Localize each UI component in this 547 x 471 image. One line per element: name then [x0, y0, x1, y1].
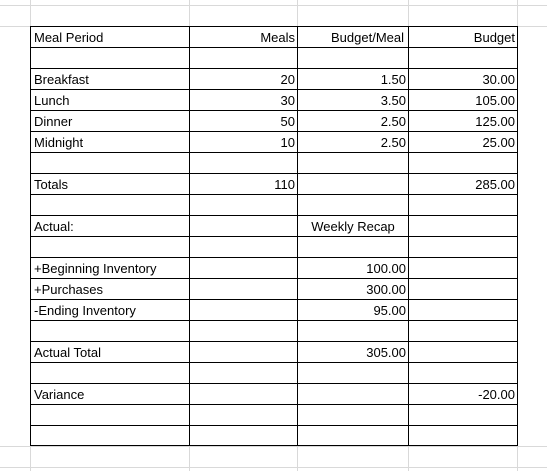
- budget-per-meal-cell[interactable]: 1.50: [380, 72, 406, 87]
- budget-per-meal-cell[interactable]: 2.50: [380, 135, 406, 150]
- inventory-row: [31, 300, 517, 321]
- totals-row: [31, 174, 517, 195]
- variance-row: [31, 384, 517, 405]
- header-row: [31, 27, 517, 48]
- inventory-row: [31, 279, 517, 300]
- actual-label[interactable]: Actual:: [34, 219, 74, 234]
- meals-cell[interactable]: 30: [280, 93, 295, 108]
- header-budget-per-meal[interactable]: Budget/Meal: [331, 30, 404, 45]
- header-meal-period[interactable]: Meal Period: [34, 30, 104, 45]
- meal-period-cell[interactable]: Lunch: [34, 93, 70, 108]
- actual-total-label[interactable]: Actual Total: [34, 345, 101, 360]
- inventory-value[interactable]: 300.00: [366, 282, 406, 297]
- variance-value[interactable]: -20.00: [478, 387, 515, 402]
- totals-label[interactable]: Totals: [34, 177, 68, 192]
- meal-period-cell[interactable]: Breakfast: [34, 72, 89, 87]
- totals-budget-cell[interactable]: 285.00: [475, 177, 515, 192]
- header-meals[interactable]: Meals: [260, 30, 295, 45]
- inventory-label[interactable]: +Purchases: [34, 282, 104, 297]
- table-row: [31, 132, 517, 153]
- meal-period-cell[interactable]: Midnight: [34, 135, 84, 150]
- budget-per-meal-cell[interactable]: 3.50: [380, 93, 406, 108]
- inventory-label[interactable]: -Ending Inventory: [34, 303, 136, 318]
- totals-meals-cell[interactable]: 110: [274, 177, 295, 192]
- budget-cell[interactable]: 125.00: [475, 114, 515, 129]
- meals-cell[interactable]: 10: [280, 135, 295, 150]
- actual-total-row: [31, 342, 517, 363]
- table-row: [31, 111, 517, 132]
- inventory-label[interactable]: +Beginning Inventory: [34, 261, 157, 276]
- inventory-value[interactable]: 100.00: [366, 261, 406, 276]
- budget-cell[interactable]: 105.00: [475, 93, 515, 108]
- table-row: [31, 90, 517, 111]
- variance-label[interactable]: Variance: [34, 387, 85, 402]
- inventory-value[interactable]: 95.00: [373, 303, 406, 318]
- budget-table: [30, 26, 518, 446]
- actual-total-value[interactable]: 305.00: [366, 345, 406, 360]
- weekly-recap-label[interactable]: Weekly Recap: [311, 219, 395, 234]
- actual-row: [31, 216, 517, 237]
- meal-period-cell[interactable]: Dinner: [34, 114, 73, 129]
- header-budget[interactable]: Budget: [473, 30, 515, 45]
- table-row: [31, 69, 517, 90]
- budget-cell[interactable]: 25.00: [482, 135, 515, 150]
- budget-cell[interactable]: 30.00: [482, 72, 515, 87]
- inventory-row: [31, 258, 517, 279]
- meals-cell[interactable]: 50: [280, 114, 295, 129]
- budget-per-meal-cell[interactable]: 2.50: [380, 114, 406, 129]
- meals-cell[interactable]: 20: [280, 72, 295, 87]
